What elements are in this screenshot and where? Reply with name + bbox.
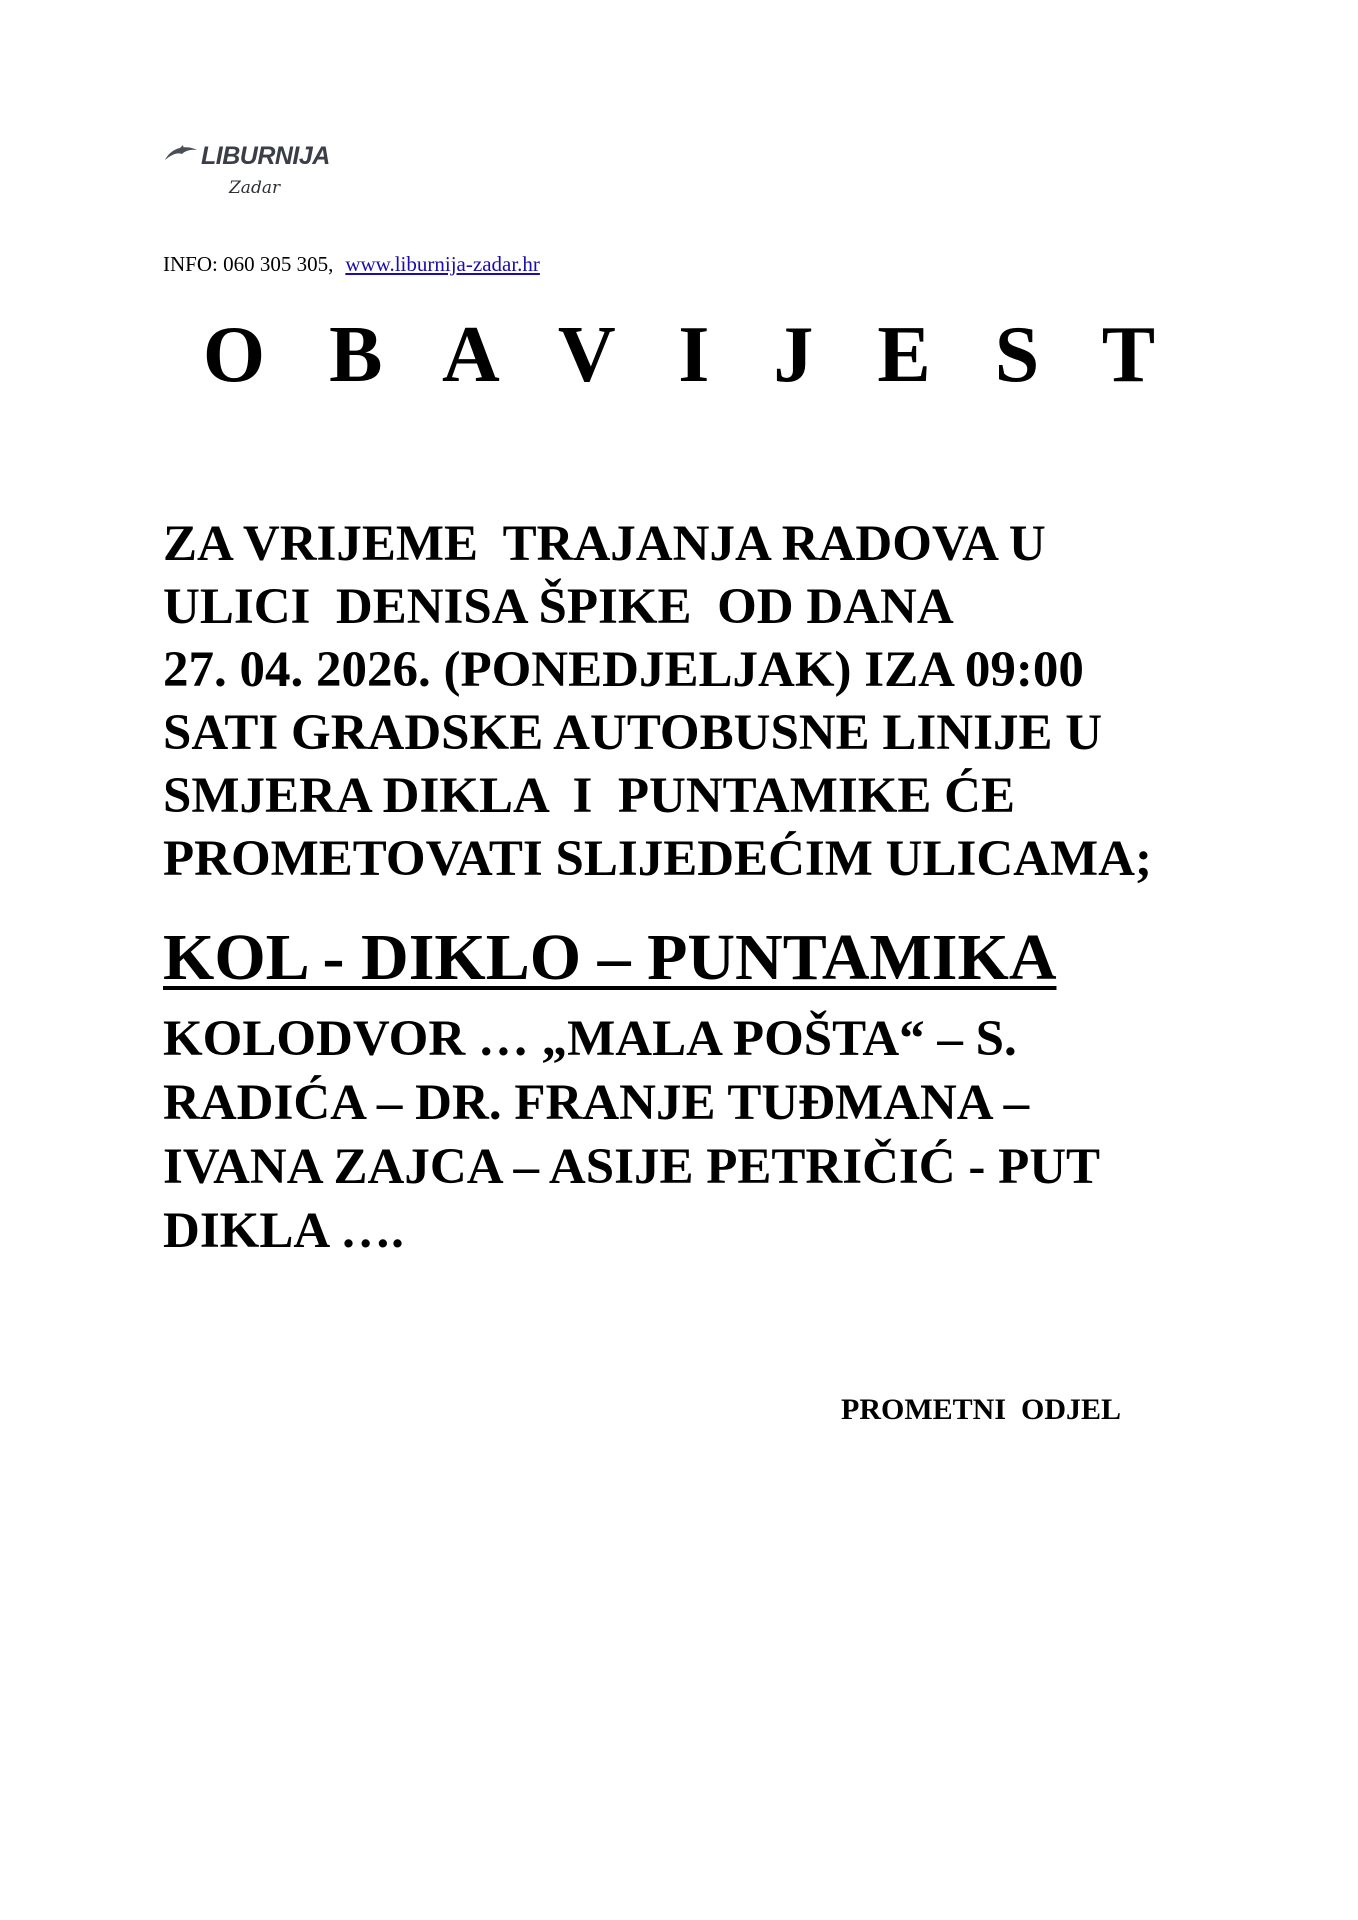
signature: PROMETNI ODJEL (841, 1393, 1122, 1426)
route-stops (163, 1007, 1100, 1263)
logo-brand-text: LIBURNIJA (201, 142, 330, 170)
info-line (163, 252, 540, 277)
notice-line: SMJERA DIKLA I PUNTAMIKE ĆE (163, 768, 1015, 824)
liburnija-logo (163, 142, 330, 212)
notice-line: 27. 04. 2026. (PONEDJELJAK) IZA 09:00 (163, 642, 1084, 698)
info-phone: INFO: 060 305 305, (163, 252, 334, 276)
website-link[interactable]: www.liburnija-zadar.hr (345, 252, 540, 276)
dolphin-icon (163, 144, 199, 164)
notice-line: ULICI DENISA ŠPIKE OD DANA (163, 579, 954, 635)
route-stops-line: DIKLA …. (163, 1203, 404, 1259)
route-stops-line: IVANA ZAJCA – ASIJE PETRIČIĆ - PUT (163, 1139, 1101, 1195)
notice-line: SATI GRADSKE AUTOBUSNE LINIJE U (163, 705, 1103, 761)
notice-line: PROMETOVATI SLIJEDEĆIM ULICAMA; (163, 831, 1152, 887)
route-title: KOL - DIKLO – PUNTAMIKA (163, 921, 1057, 994)
page-title: O B A V I J E S T (202, 311, 1178, 399)
logo-city-text: Zadar (229, 178, 281, 198)
notice-text (163, 513, 1152, 891)
route-stops-line: RADIĆA – DR. FRANJE TUĐMANA – (163, 1075, 1030, 1131)
notice-line: ZA VRIJEME TRAJANJA RADOVA U (163, 516, 1046, 572)
route-stops-line: KOLODVOR … „MALA POŠTA“ – S. (163, 1011, 1017, 1067)
